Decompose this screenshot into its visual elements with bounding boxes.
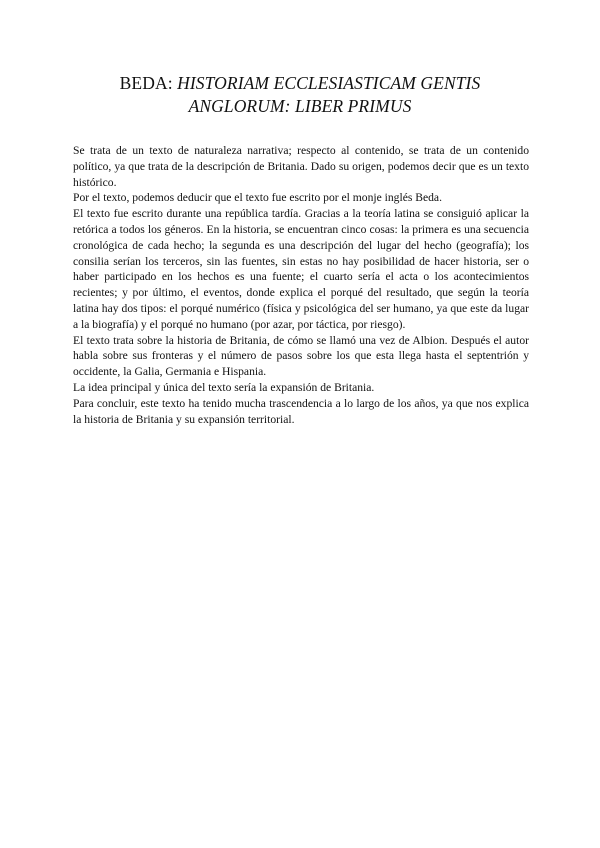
paragraph-5: La idea principal y única del texto sería la expansión de Britania.: [73, 380, 375, 394]
paragraph-1: Se trata de un texto de naturaleza narrativa; respecto al contenido, se trata de un contenido político, ya que trata de la descripción de Britania. Dado su origen, podemos decir que es un texto histórico.: [73, 144, 529, 189]
title-author: BEDA:: [119, 73, 173, 93]
paragraph-3: El texto fue escrito durante una república tardía. Gracias a la teoría latina se consiguió aplicar la retórica a todos los géneros. En la historia, se encuentran cinco cosas: la primera es una secuencia cronológica de cada hecho; la segunda es una descripción del lugar del hecho (geografía); los consilia serían los terceros, sin las fuentes, sin estas no hay posibilidad de hacer historia, ser o haber participado en los hechos es una fuente; el cuarto sería el acta o los acontecimientos recientes; y por último, el eventos, donde explica el porqué del resultado, que según la teoría latina hay dos tipos: el porqué numérico (física y psicológica del ser humano, ya que este da lugar a la biografía) y el porqué no humano (por azar, por táctica, por riesgo).: [73, 207, 529, 331]
paragraph-6: Para concluir, este texto ha tenido mucha trascendencia a lo largo de los años, ya que nos explica la historia de Britania y su expansión territorial.: [73, 396, 529, 426]
paragraph-2: Por el texto, podemos deducir que el texto fue escrito por el monje inglés Beda.: [73, 191, 442, 205]
document-title: [72, 72, 528, 118]
paragraph-4: El texto trata sobre la historia de Britania, de cómo se llamó una vez de Albion. Después el autor habla sobre sus fronteras y el número de pasos sobre los que esta llega hasta el septentrión y occidente, la Galia, Germania e Hispania.: [73, 333, 529, 379]
title-work-line1: HISTORIAM ECCLESIASTICAM GENTIS: [177, 73, 481, 93]
title-work-line2: ANGLORUM: LIBER PRIMUS: [188, 96, 412, 116]
document-body: [73, 143, 529, 427]
